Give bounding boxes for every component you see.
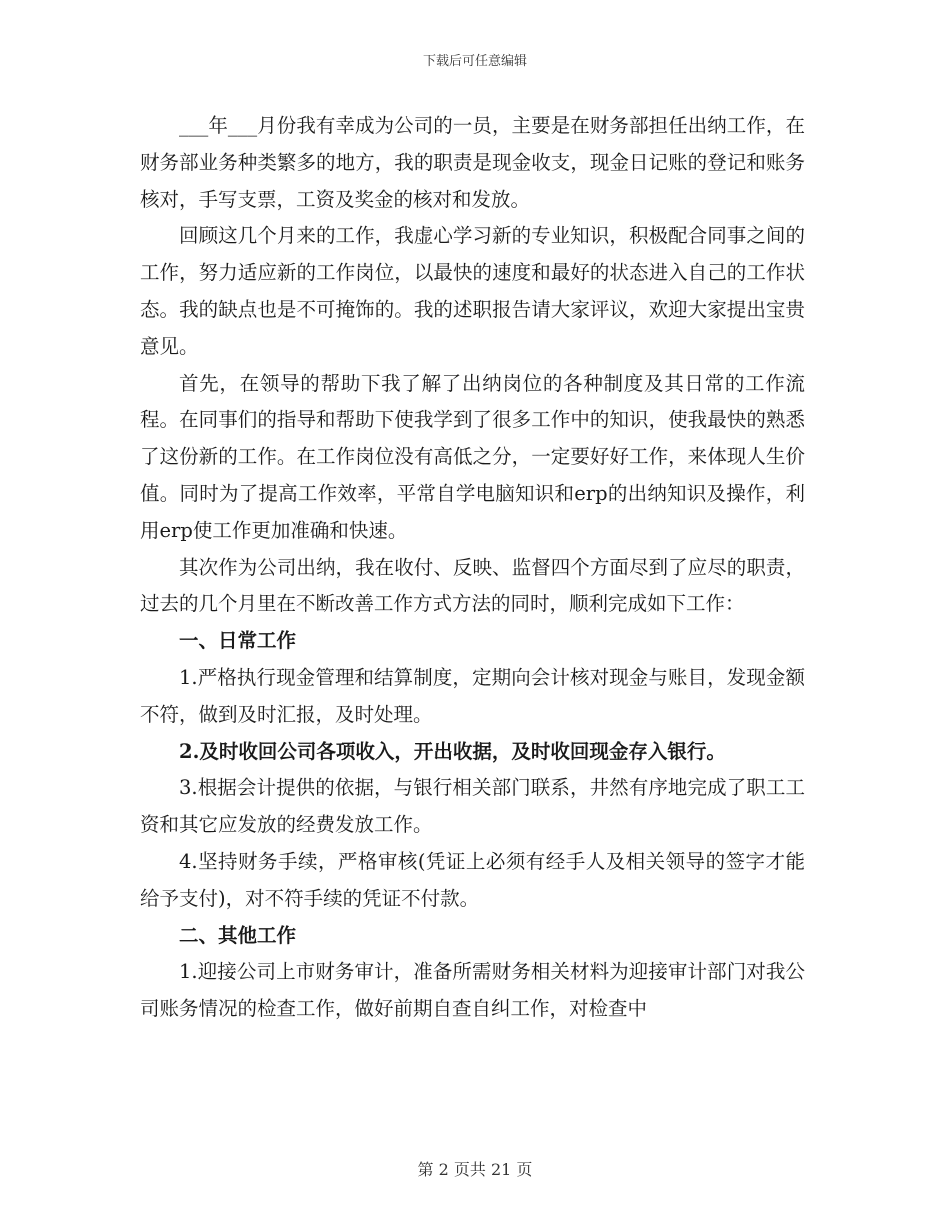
section-heading-daily-work: 一、日常工作 [179,629,297,653]
paragraph-first: 首先，在领导的帮助下我了解了出纳岗位的各种制度及其日常的工作流程。在同事们的指导和帮助下使我学到了很多工作中的知识，使我最快的熟悉了这份新的工作。在工作岗位没有高低之分，一定要好好工作，来体现人生价值。同时为了提高工作效率，平常自学电脑知识和erp的出纳知识及操作，利用erp使工作更加准确和快速。 [140,371,805,542]
list-item: 4.坚持财务手续，严格审核(凭证上必须有经手人及相关领导的签字才能给予支付)，对不符手续的凭证不付款。 [140,849,805,910]
list-item: 3.根据会计提供的依据，与银行相关部门联系，井然有序地完成了职工工资和其它应发放的经费发放工作。 [140,776,805,837]
page-header: 下载后可任意编辑 [422,54,527,69]
document-body [140,108,805,1028]
list-item: 2.及时收回公司各项收入，开出收据，及时收回现金存入银行。 [179,739,726,763]
list-item: 1.严格执行现金管理和结算制度，定期向会计核对现金与账目，发现金额不符，做到及时汇报，及时处理。 [140,665,805,726]
paragraph-review: 回顾这几个月来的工作，我虚心学习新的专业知识，积极配合同事之间的工作，努力适应新的工作岗位，以最快的速度和最好的状态进入自己的工作状态。我的缺点也是不可掩饰的。我的述职报告请大家评议，欢迎大家提出宝贵意见。 [140,224,805,358]
paragraph-second: 其次作为公司出纳，我在收付、反映、监督四个方面尽到了应尽的职责，过去的几个月里在不断改善工作方式方法的同时，顺利完成如下工作： [140,555,805,616]
page-footer: 第 2 页共 21 页 [417,1160,533,1179]
paragraph-intro: ___年___月份我有幸成为公司的一员，主要是在财务部担任出纳工作，在财务部业务种类繁多的地方，我的职责是现金收支，现金日记账的登记和账务核对，手写支票，工资及奖金的核对和发放。 [140,114,805,211]
list-item: 1.迎接公司上市财务审计，准备所需财务相关材料为迎接审计部门对我公司账务情况的检查工作，做好前期自查自纠工作，对检查中 [140,960,805,1021]
section-heading-other-work: 二、其他工作 [179,923,297,947]
